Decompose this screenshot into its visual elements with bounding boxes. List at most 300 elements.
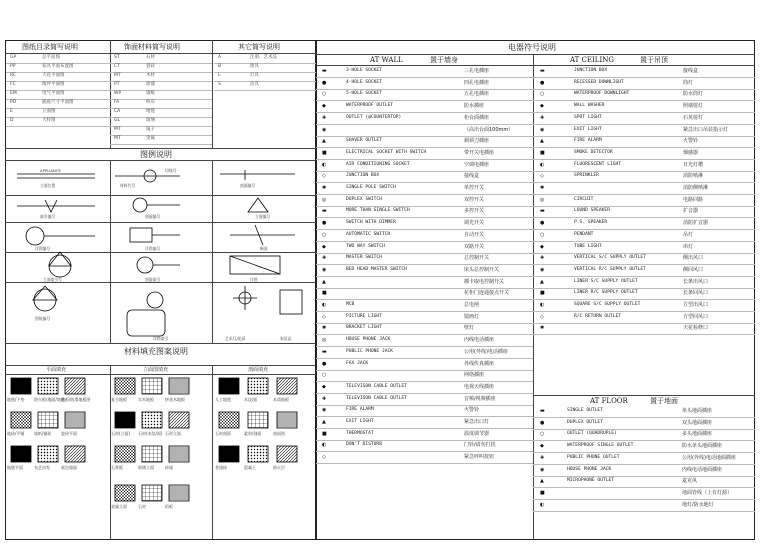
fill-caption: 防火层 — [273, 465, 285, 470]
symbol-icon: ◐ — [322, 442, 327, 449]
symbol-icon: ◉ — [540, 466, 545, 473]
symbol-name-en: HOUSE PHONE JACK — [346, 337, 391, 343]
row-divider — [533, 124, 755, 125]
abbr-name: 瓷砖 — [146, 64, 155, 69]
symbol-icon: ◎ — [540, 196, 545, 203]
legend-caption: 立面索引号 — [43, 277, 62, 282]
symbol-name-en: SWITCH WITH DIMMER — [346, 220, 396, 226]
symbol-name-en: WATERPROOF SINGLE OUTLET — [567, 443, 634, 449]
row-divider — [110, 72, 212, 73]
row-divider — [316, 206, 533, 207]
abbr-code: PT — [114, 82, 120, 87]
symbol-icon: ● — [540, 79, 545, 86]
fill-sub-plan: 平面填充 — [46, 367, 67, 373]
symbol-icon: ■ — [540, 489, 545, 496]
fill-caption: 剖面图 — [273, 431, 285, 436]
symbol-name-en: EXIT LIGHT — [574, 126, 602, 132]
row-divider — [110, 90, 212, 91]
fill-pattern-swatch — [218, 445, 240, 463]
row-divider — [6, 117, 110, 118]
symbol-name-en: 4-HOLE SOCKET — [346, 79, 382, 85]
symbol-icon: ◐ — [322, 302, 327, 308]
fill-caption: 石材(木纹/面) — [138, 431, 163, 436]
symbol-name-cn: 火警铃 — [464, 407, 480, 414]
symbol-name-en: SPRINKLER — [574, 173, 599, 179]
symbol-name-en: JUNCTION BOX — [346, 173, 380, 179]
legend-caption: 详图索引 — [153, 336, 169, 341]
fill-caption: 墙纸/铺砖 — [34, 431, 52, 436]
row-divider — [316, 124, 533, 125]
legend-caption: 剖面编号 — [145, 214, 161, 219]
row-divider — [316, 405, 533, 406]
legend-caption: 立面位置 — [40, 183, 56, 188]
symbol-icon: ✱ — [322, 325, 327, 332]
fill-pattern-swatch — [37, 445, 59, 463]
symbol-name-cn: 地面管线（上有灯源） — [682, 489, 733, 496]
row-divider — [533, 499, 755, 500]
row-divider — [533, 276, 755, 277]
symbol-name-cn: 紧急出口吊装指示灯 — [683, 126, 729, 133]
symbol-icon: ◎ — [322, 196, 327, 203]
fill-pattern-swatch — [276, 377, 298, 395]
symbol-icon: ○ — [322, 372, 327, 379]
legend-caption: 索引编号 — [40, 214, 56, 219]
other-abbr-title: 其它简写说明 — [238, 43, 280, 51]
symbol-name-cn: 带开关电插座 — [464, 149, 495, 156]
row-divider — [316, 77, 533, 78]
symbol-name-cn: 空调电插座 — [464, 161, 490, 168]
symbol-name-en: MCB — [346, 302, 355, 307]
fill-pattern-swatch — [247, 377, 269, 395]
symbol-icon: ✚ — [322, 114, 327, 121]
row-divider — [533, 112, 755, 113]
symbol-icon: ▬ — [540, 68, 545, 74]
symbol-icon: ● — [322, 79, 327, 86]
symbol-name-en: RECESSED DOWNLIGHT — [574, 79, 624, 85]
fill-caption: 实木地板 — [138, 397, 154, 402]
symbol-name-cn: 单控开关 — [464, 185, 485, 191]
symbol-name-cn: 内线电话地面插座 — [682, 466, 723, 473]
symbol-name-cn: 消防喷淋 — [683, 173, 704, 180]
abbr-code: RC — [10, 73, 17, 78]
symbol-name-cn: 紧急呼叫按钮 — [464, 454, 495, 461]
symbol-icon: ✱ — [322, 185, 327, 191]
symbol-name-en: BRACKET LIGHT — [346, 325, 382, 331]
symbol-icon: ✚ — [540, 255, 545, 262]
fill-caption: 金属立面 — [111, 504, 127, 509]
symbol-name-cn: 吊灯 — [683, 231, 694, 238]
symbol-name-en: 5-HOLE SOCKET — [346, 91, 382, 97]
abbr-name: 涂漆 — [146, 82, 155, 87]
abbr-name: 地毯 — [146, 109, 155, 114]
row-divider — [316, 136, 533, 137]
symbol-name-en: MASTER SWITCH — [346, 255, 382, 261]
fill-pattern-swatch — [10, 411, 32, 429]
symbol-name-cn: 地灯/防水地灯 — [682, 501, 714, 508]
fill-caption: 瓷砖平面 — [61, 431, 77, 436]
symbol-name-cn: 双控开关 — [464, 196, 485, 203]
row-divider — [316, 264, 533, 265]
fill-pattern-swatch — [37, 411, 59, 429]
symbol-name-en: WATERPROOF DOWNLIGHT — [574, 91, 630, 97]
symbol-name-en: LINER R/C SUPPLY OUTLET — [574, 290, 638, 296]
symbol-name-cn: 总控制开关 — [464, 255, 490, 262]
detail-box-icon — [130, 228, 152, 242]
row-divider — [533, 194, 755, 195]
symbol-icon: ■ — [322, 430, 327, 437]
abbr-name: 总平面图 — [42, 55, 60, 60]
symbol-name-cn: 公用(外线)电话地面插座 — [682, 454, 736, 461]
symbol-icon: ✚ — [322, 255, 327, 262]
abbr-name: 玻璃 — [146, 118, 155, 123]
abbr-code: B — [218, 64, 222, 69]
row-divider — [533, 241, 755, 242]
symbol-name-cn: 消防扩音器 — [683, 220, 709, 227]
fill-caption: 软包墙面 — [61, 465, 77, 470]
symbol-icon: ◐ — [322, 161, 327, 168]
symbol-name-cn: 镜画灯 — [464, 313, 480, 320]
fill-sub-section: 剖面填充 — [248, 367, 269, 373]
abbr-code: L — [218, 73, 221, 78]
abbr-code: S — [218, 82, 221, 87]
symbol-name-en: TELEVISON CABLE OUTLET — [346, 383, 407, 389]
abbr-code: A — [218, 55, 222, 60]
finish-materials-title: 饰面材料简写说明 — [124, 43, 180, 51]
fill-caption: 拼花木地板 — [165, 397, 185, 402]
abbr-code: PP — [10, 64, 16, 69]
row-divider — [316, 89, 533, 90]
symbol-icon: ▲ — [540, 278, 544, 285]
symbol-name-cn: 外线传真插座 — [464, 360, 495, 367]
symbol-icon: ■ — [322, 149, 327, 156]
legend-symbols — [5, 160, 316, 343]
abbr-code: MT — [114, 136, 121, 141]
divider — [316, 65, 755, 66]
row-divider — [533, 229, 755, 230]
symbol-icon: ▲ — [540, 138, 544, 145]
symbol-icon: ◇ — [322, 454, 326, 461]
row-divider — [110, 63, 212, 64]
row-divider — [316, 346, 533, 347]
abbr-name: 大样图 — [42, 118, 56, 123]
abbr-code: GL — [114, 118, 120, 123]
symbol-icon: ○ — [540, 231, 545, 238]
symbol-name-en: TUBE LIGHT — [574, 243, 602, 249]
row-divider — [6, 126, 110, 127]
row-divider — [316, 276, 533, 277]
symbol-name-en: DUPLEX OUTLET — [567, 419, 603, 425]
symbol-name-en: SMOKE DETECTOR — [574, 149, 613, 155]
abbr-name: 墙纸 — [146, 91, 155, 96]
abbr-code: E — [10, 109, 13, 114]
legend-caption: 剖面索引 — [145, 277, 161, 282]
symbol-name-en: JUNCTION BOX — [574, 68, 608, 73]
divider — [212, 40, 213, 148]
fill-caption: 布艺沙发 — [34, 465, 50, 470]
symbol-name-en: WATERPROOF OUTLET — [346, 103, 394, 109]
at-ceiling-label: AT CEILING — [570, 56, 614, 64]
legend-caption: 剖面编号 — [240, 183, 256, 188]
row-divider — [316, 334, 533, 335]
symbol-icon: ▲ — [322, 419, 326, 425]
abbr-code: CA — [114, 109, 121, 114]
row-divider — [533, 476, 755, 477]
symbol-icon: ▲ — [540, 478, 544, 485]
fill-caption: 石膏板 — [111, 465, 123, 470]
symbol-name-cn: 网络插座 — [464, 372, 485, 379]
at-floor-cn: 置于地面 — [650, 397, 678, 405]
symbol-name-cn: 防水单头地面插座 — [682, 443, 723, 450]
row-divider — [533, 429, 755, 430]
row-divider — [533, 452, 755, 453]
symbol-icon: ◇ — [322, 173, 326, 180]
symbol-icon: ◆ — [540, 103, 544, 110]
row-divider — [316, 288, 533, 289]
at-wall-cn: 置于墙身 — [430, 56, 458, 64]
symbol-icon: ◆ — [322, 243, 326, 250]
fill-caption: 复合地板 — [111, 397, 127, 402]
symbol-name-cn: 长条回风口 — [683, 290, 709, 297]
row-divider — [6, 108, 110, 109]
symbol-icon: ■ — [322, 290, 327, 297]
symbol-name-cn: 筒灯 — [683, 79, 694, 86]
row-divider — [533, 334, 755, 335]
symbol-name-en: R/C RETURN OUTLET — [574, 313, 622, 319]
symbol-name-cn: 紧急出口灯 — [464, 419, 490, 425]
fill-pattern-swatch — [10, 377, 32, 395]
fill-pattern-swatch — [114, 484, 136, 502]
detail-circle-icon — [26, 227, 44, 245]
row-divider — [316, 440, 533, 441]
symbol-icon: ● — [322, 220, 327, 227]
fill-title: 材料填充图案说明 — [124, 347, 188, 356]
row-divider — [316, 299, 533, 300]
abbr-name: 家具平面布置图 — [42, 64, 74, 69]
symbol-name-cn: 电视天线插座 — [464, 383, 495, 390]
at-wall-label: AT WALL — [370, 56, 403, 64]
row-divider — [316, 182, 533, 183]
row-divider — [110, 108, 212, 109]
row-divider — [214, 63, 316, 64]
symbol-name-en: SQUARE S/C SUPPLY OUTLET — [574, 302, 641, 307]
abbr-code: GP — [10, 55, 17, 60]
symbol-name-cn: 插卡取电控制开关 — [464, 278, 505, 285]
abbr-code: FA — [114, 100, 120, 105]
symbol-name-cn: 双头地面插座 — [682, 419, 713, 426]
fill-caption: 石材立面 — [165, 431, 181, 436]
symbol-name-en: SPOT LIGHT — [574, 114, 602, 120]
fill-pattern-swatch — [218, 377, 240, 395]
fill-caption: 普通砖 — [215, 465, 227, 470]
symbol-icon: ◆ — [540, 243, 544, 250]
fill-pattern-swatch — [10, 445, 32, 463]
symbol-name-en: FLUORESCENT LIGHT — [574, 161, 622, 167]
symbol-name-cn: 石英射灯 — [683, 114, 704, 121]
symbol-name-en: HOUSE PHONE JACK — [567, 466, 612, 472]
symbol-icon: ○ — [540, 431, 545, 438]
symbol-name-en: LOUND SPEAKER — [574, 208, 610, 214]
row-divider — [533, 136, 755, 137]
symbol-icon: ● — [540, 220, 545, 227]
symbol-icon: ○ — [322, 231, 327, 238]
abbr-name: 注册、艺术品 — [250, 55, 277, 60]
divider — [5, 343, 316, 344]
abbr-name: 镜子 — [146, 127, 155, 132]
symbol-name-cn: 长条出风口 — [683, 278, 709, 285]
symbol-name-en: THERMOSTAT — [346, 430, 374, 436]
symbol-icon: ◉ — [540, 126, 545, 133]
fill-pattern-swatch — [37, 377, 59, 395]
symbol-name-cn: 接线盒 — [683, 68, 699, 74]
symbol-icon: ○ — [540, 91, 545, 98]
symbol-name-en: BED HEAD MASTER SWITCH — [346, 266, 407, 272]
legend-caption: 家居品 — [280, 336, 292, 341]
row-divider — [110, 135, 212, 136]
legend-caption: 立面编号 — [255, 214, 271, 219]
row-divider — [316, 112, 533, 113]
row-divider — [316, 147, 533, 148]
abbr-code: FC — [10, 82, 16, 87]
divider — [533, 54, 534, 540]
divider — [212, 365, 213, 540]
abbr-code: EM — [10, 91, 17, 96]
fill-caption: 地板/防滑地板图 — [61, 397, 91, 402]
row-divider — [110, 99, 212, 100]
symbol-icon: ▬ — [540, 408, 545, 414]
symbol-icon: ◉ — [322, 126, 327, 133]
fill-sub-elev: 立面图填充 — [143, 367, 169, 373]
row-divider — [533, 299, 755, 300]
row-divider — [533, 464, 755, 465]
symbol-name-cn: 床头总控制开关 — [464, 266, 500, 273]
symbol-name-en: OUTLET (QUADRUPLE) — [567, 431, 617, 437]
abbr-name: 灯具 — [250, 73, 259, 78]
fill-pattern-swatch — [141, 411, 163, 429]
detail-index-icon — [147, 292, 163, 308]
row-divider — [316, 241, 533, 242]
row-divider — [316, 463, 533, 464]
fill-caption: 地毯平面 — [7, 465, 23, 470]
symbol-name-en: SINGLE POLE SWITCH — [346, 185, 396, 190]
row-divider — [316, 100, 533, 101]
symbol-name-en: DUPLEX SWITCH — [346, 196, 382, 202]
abbr-name: 金属 — [146, 136, 155, 141]
symbol-name-cn: 四孔电插座 — [464, 79, 490, 86]
symbol-name-en: VERTICAL R/C SUPPLY OUTLET — [574, 266, 646, 272]
symbol-icon: ■ — [540, 149, 545, 156]
legend-caption: 详图编号 — [35, 246, 51, 251]
symbol-name-en: PUBLIC PHONE JACK — [346, 348, 394, 354]
row-divider — [533, 217, 755, 218]
row-divider — [533, 159, 755, 160]
symbol-name-cn: 日光灯槽 — [683, 161, 704, 168]
legend-title: 图例说明 — [140, 150, 172, 159]
symbol-name-cn: 接线盒 — [464, 173, 480, 180]
row-divider — [316, 370, 533, 371]
abbr-name: 木材 — [146, 73, 155, 78]
row-divider — [533, 253, 755, 254]
symbol-name-cn: 多控开关 — [464, 208, 485, 215]
fill-caption: 防火板/地面/地毯 — [34, 397, 65, 402]
divider — [110, 365, 111, 540]
row-divider — [214, 90, 316, 91]
symbol-name-cn: 双路开关 — [464, 243, 485, 250]
symbol-name-en: TWO WAY SWITCH — [346, 243, 385, 249]
symbol-icon: ◉ — [322, 407, 327, 414]
symbol-name-en: FIRE ALARM — [574, 138, 602, 144]
symbol-name-en: WALL WASHER — [574, 103, 605, 109]
symbol-icon: ✱ — [540, 185, 545, 191]
abbr-code: CT — [114, 64, 120, 69]
symbol-icon: ◆ — [322, 383, 326, 390]
symbol-icon: ✚ — [540, 454, 545, 461]
furniture-box-icon — [280, 290, 302, 314]
abbr-code: MT — [114, 127, 121, 132]
divider — [5, 53, 316, 54]
symbol-name-cn: 方型出风口 — [683, 302, 709, 308]
row-divider — [110, 81, 212, 82]
row-divider — [316, 323, 533, 324]
abbr-name: 洁具 — [250, 82, 259, 87]
symbol-name-cn: 门铃/请勿打扰 — [464, 442, 496, 449]
at-floor-label: AT FLOOR — [590, 397, 628, 405]
row-divider — [533, 511, 755, 512]
fill-caption: 地毯/下垫 — [7, 397, 25, 402]
fill-caption: 地砖/平铺 — [7, 431, 25, 436]
symbol-name-cn: 自动开关 — [464, 231, 485, 238]
section-circle-icon — [133, 198, 147, 212]
divider — [316, 54, 755, 55]
symbol-name-cn: 公用(外线)电话插座 — [464, 348, 508, 355]
row-divider — [316, 393, 533, 394]
row-divider — [533, 487, 755, 488]
symbol-name-cn: 内线电话插座 — [464, 337, 495, 344]
legend-caption: 详图 — [250, 277, 258, 282]
fill-caption: 人工地毯 — [215, 397, 231, 402]
symbol-name-cn: 五孔电插座 — [464, 91, 490, 98]
abbr-code: ST — [114, 55, 120, 60]
symbol-name-cn: 麦克风 — [682, 478, 698, 485]
symbol-name-en: MICROPHONE OUTLET — [567, 478, 615, 484]
symbol-name-en: FAX JACK — [346, 360, 369, 366]
row-divider — [316, 194, 533, 195]
fill-pattern-swatch — [247, 411, 269, 429]
symbol-name-en: AUTOMATIC SWITCH — [346, 231, 391, 237]
drawing-box-icon — [127, 310, 165, 336]
symbol-name-cn: 烟感器 — [683, 149, 699, 156]
abbr-name: 立面图 — [42, 109, 56, 114]
symbol-icon: ✚ — [540, 114, 545, 121]
abbr-name: 石材 — [146, 55, 155, 60]
row-divider — [110, 117, 212, 118]
fill-pattern-swatch — [114, 445, 136, 463]
row-divider — [533, 100, 755, 101]
symbol-name-cn: 串灯 — [683, 243, 694, 250]
row-divider — [316, 311, 533, 312]
symbol-icon: ▬ — [322, 348, 327, 355]
symbol-name-cn: 天花检修口 — [683, 325, 709, 332]
row-divider — [316, 253, 533, 254]
symbol-name-cn: 扩音器 — [683, 208, 699, 215]
at-ceiling-cn: 置于吊顶 — [640, 56, 668, 64]
symbol-name-en: 3-HOLE SOCKET — [346, 68, 382, 73]
fill-caption: 砖墙 — [165, 465, 173, 470]
abbr-name: 织布 — [146, 100, 155, 105]
row-divider — [533, 288, 755, 289]
row-divider — [533, 440, 755, 441]
row-divider — [316, 217, 533, 218]
symbol-icon: ✱ — [540, 325, 545, 332]
